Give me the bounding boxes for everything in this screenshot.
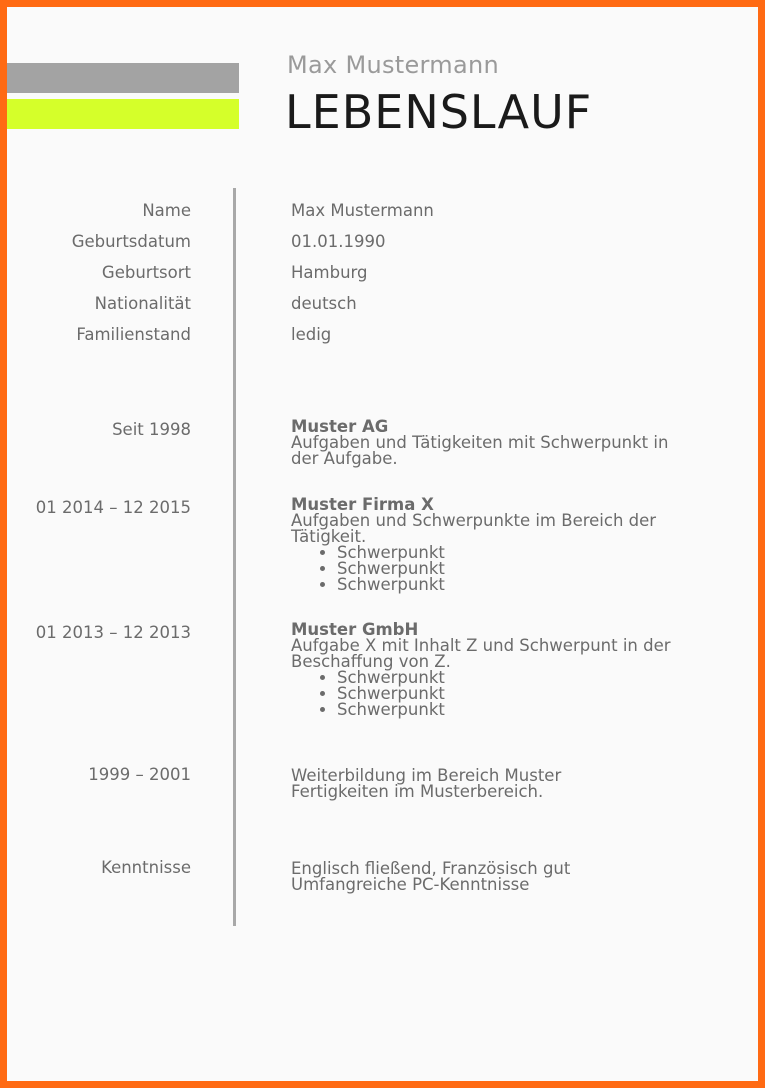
skills-label: Kenntnisse <box>101 858 191 877</box>
skills-entry <box>291 861 711 893</box>
list-item: • Schwerpunkt <box>337 686 711 702</box>
education-date: 1999 – 2001 <box>88 765 191 784</box>
experience-entry <box>291 497 711 593</box>
experience-description-line: Beschaffung von Z. <box>291 652 451 671</box>
resume-page <box>7 7 758 1081</box>
experience-description-line: Aufgaben und Tätigkeiten mit Schwerpunkt in <box>291 433 669 452</box>
value-birthplace: Hamburg <box>291 263 368 282</box>
value-name: Max Mustermann <box>291 201 434 220</box>
experience-entry <box>291 419 711 467</box>
experience-entry <box>291 622 711 718</box>
value-birthdate: 01.01.1990 <box>291 232 386 251</box>
education-line: Fertigkeiten im Musterbereich. <box>291 782 544 801</box>
experience-description-line: Aufgaben und Schwerpunkte im Bereich der <box>291 511 657 530</box>
experience-description-line: der Aufgabe. <box>291 449 398 468</box>
header-name: Max Mustermann <box>287 51 499 79</box>
experience-date: 01 2013 – 12 2013 <box>35 623 191 642</box>
label-name: Name <box>142 201 191 220</box>
label-birthdate: Geburtsdatum <box>71 232 191 251</box>
header-title: LEBENSLAUF <box>285 85 593 139</box>
value-nationality: deutsch <box>291 294 357 313</box>
label-nationality: Nationalität <box>94 294 191 313</box>
label-birthplace: Geburtsort <box>101 263 191 282</box>
decorative-gray-bar <box>7 63 239 93</box>
experience-company: Muster AG <box>291 417 389 436</box>
experience-description-line: Tätigkeit. <box>291 527 367 546</box>
list-item: • Schwerpunkt <box>337 545 711 561</box>
experience-bullet-list <box>291 545 711 593</box>
skills-line: Englisch fließend, Französisch gut <box>291 859 571 878</box>
experience-company: Muster GmbH <box>291 620 419 639</box>
education-entry <box>291 768 711 800</box>
experience-description-line: Aufgabe X mit Inhalt Z und Schwerpunt in der <box>291 636 671 655</box>
list-item: • Schwerpunkt <box>337 577 711 593</box>
decorative-lime-bar <box>7 99 239 129</box>
list-item: • Schwerpunkt <box>337 702 711 718</box>
list-item: • Schwerpunkt <box>337 561 711 577</box>
experience-company: Muster Firma X <box>291 495 434 514</box>
experience-bullet-list <box>291 670 711 718</box>
vertical-divider <box>233 188 236 926</box>
list-item: • Schwerpunkt <box>337 670 711 686</box>
value-marital-status: ledig <box>291 325 332 344</box>
label-marital-status: Familienstand <box>76 325 191 344</box>
education-line: Weiterbildung im Bereich Muster <box>291 766 562 785</box>
skills-line: Umfangreiche PC-Kenntnisse <box>291 875 530 894</box>
experience-date: Seit 1998 <box>112 420 191 439</box>
experience-date: 01 2014 – 12 2015 <box>35 498 191 517</box>
